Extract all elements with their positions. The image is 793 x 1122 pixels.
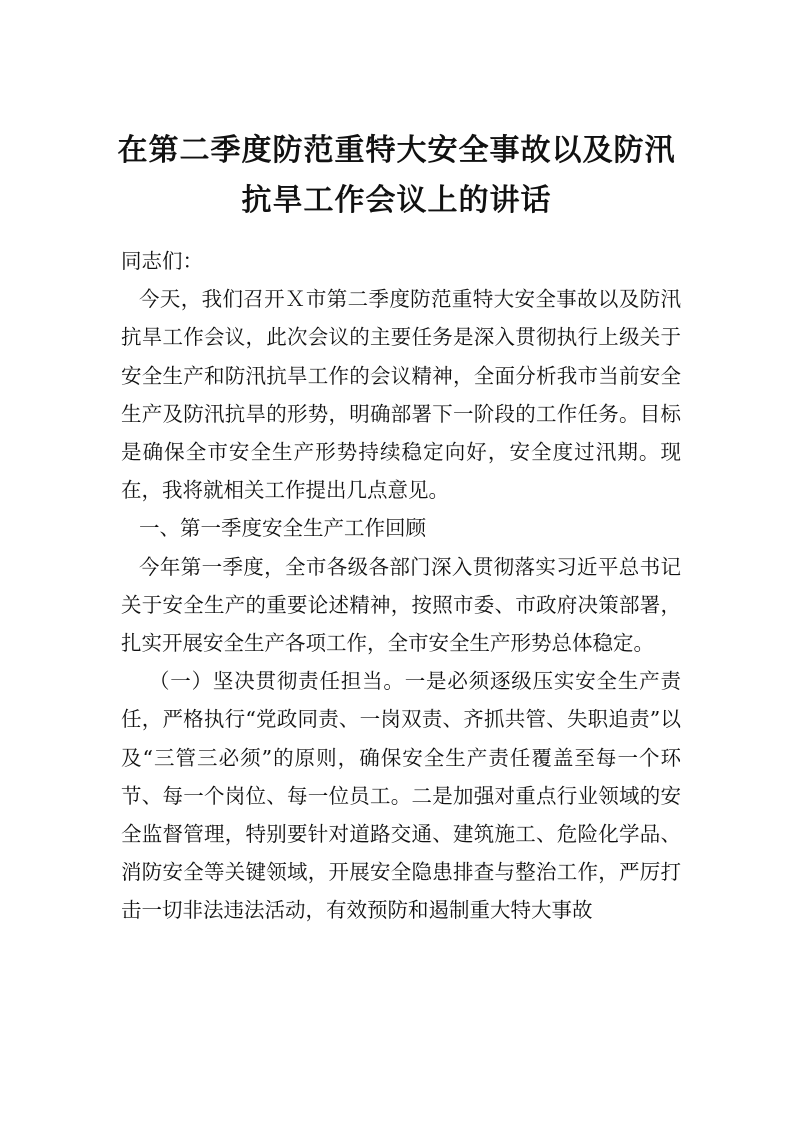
section-heading-1: 一、第一季度安全生产工作回顾 [139, 516, 426, 541]
paragraph-review: 今年第一季度，全市各级各部门深入贯彻落实习近平总书记关于安全生产的重要论述精神，按照市委、市政府决策部署，扎实开展安全生产各项工作，全市安全生产形势总体稳定。 [121, 554, 681, 656]
document-title-line-1: 在第二季度防范重特大安全事故以及防汛 [117, 133, 676, 168]
salutation: 同志们： [121, 249, 203, 273]
paragraph-opening: 今天，我们召开Ｘ市第二季度防范重特大安全事故以及防汛抗旱工作会议，此次会议的主要任务是深入贯彻执行上级关于安全生产和防汛抗旱工作的会议精神，全面分析我市当前安全生产及防汛抗旱的形势，明确部署下一阶段的工作任务。目标是确保全市安全生产形势持续稳定向好，安全度过汛期。现在，我将就相关工作提出几点意见。 [121, 287, 681, 503]
document-body [121, 242, 681, 930]
document-title-line-2: 抗旱工作会议上的讲话 [241, 183, 552, 218]
paragraph-responsibility: （一）坚决贯彻责任担当。一是必须逐级压实安全生产责任，严格执行“党政同责、一岗双责、齐抓共管、失职追责”以及“三管三必须”的原则，确保安全生产责任覆盖至每一个环节、每一个岗位、每一位员工。二是加强对重点行业领域的安全监督管理，特别要针对道路交通、建筑施工、危险化学品、消防安全等关键领域，开展安全隐患排查与整治工作，严厉打击一切非法违法活动，有效预防和遏制重大特大事故 [121, 669, 681, 923]
